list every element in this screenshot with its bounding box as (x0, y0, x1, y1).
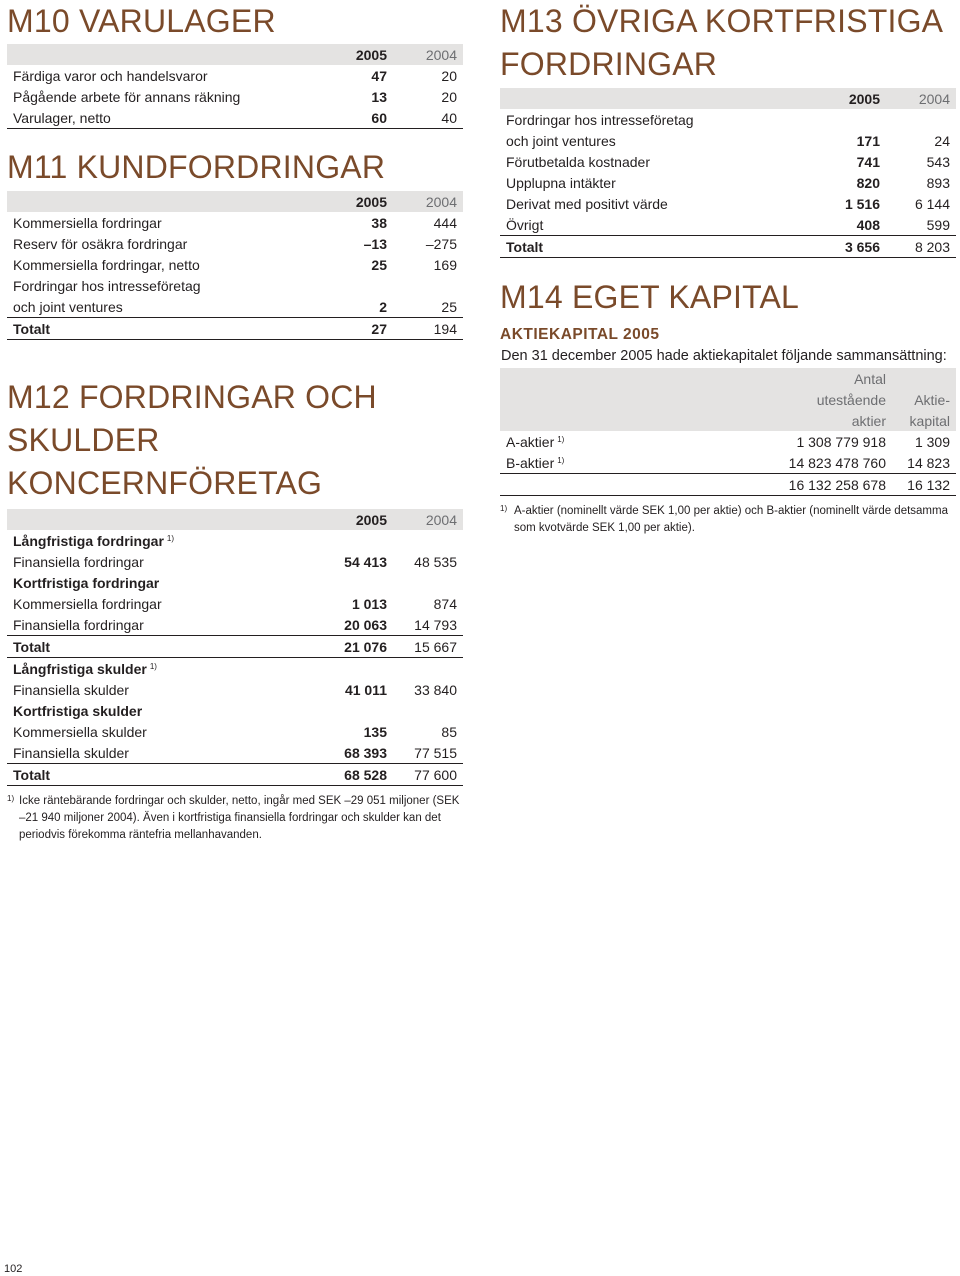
table-row (500, 452, 956, 474)
year-2004: 2004 (393, 509, 463, 530)
year-2005: 2005 (323, 509, 393, 530)
footnote-text: A-aktier (nominellt värde SEK 1,00 per aktie) och B-aktier (nominellt värde detsamma som kvotvärde SEK 1,00 per aktie). (514, 505, 948, 534)
total-row (500, 236, 956, 258)
group-label: Långfristiga fordringar (13, 532, 164, 549)
value-2004: –275 (425, 235, 457, 252)
table-row (500, 109, 956, 130)
table-row (7, 275, 463, 296)
row-label: Fordringar hos intresseföretag (13, 277, 201, 294)
row-label: Kommersiella fordringar, netto (13, 256, 200, 273)
row-label: Övrigt (506, 216, 544, 233)
table-row (500, 214, 956, 236)
table-row (500, 193, 956, 214)
value-2004: 6 144 (914, 195, 950, 212)
row-label: Finansiella skulder (13, 681, 129, 698)
table-header-row (500, 368, 956, 389)
row-label: Finansiella fordringar (13, 553, 144, 570)
row-label: Finansiella skulder (13, 744, 129, 761)
value-2005: 68 393 (344, 744, 387, 761)
row-label: Upplupna intäkter (506, 174, 616, 191)
value-2005: 68 528 (323, 764, 393, 786)
value-2004: 25 (441, 298, 457, 315)
m13-heading-line2: FORDRINGAR (500, 46, 718, 82)
row-label: Finansiella fordringar (13, 616, 144, 633)
m10-heading: M10 VARULAGER (7, 3, 276, 39)
total-row (7, 318, 463, 340)
left-column (7, 0, 463, 844)
value-2004: 20 (441, 88, 457, 105)
table-row (7, 254, 463, 275)
m11-table (7, 191, 463, 340)
value-2005: 21 076 (323, 636, 393, 658)
value-2005: 408 (856, 216, 880, 233)
footnote-text: Icke räntebärande fordringar och skulder, netto, ingår med SEK –29 051 miljoner (SEK –21 940 miljoner 2004). Även i kortfristiga finansiella fordringar och skulder kan det periodvis förekomma räntefria mellanhavanden. (19, 795, 460, 841)
table-row (7, 614, 463, 636)
total-row (7, 764, 463, 786)
m12-footnote (7, 793, 463, 844)
value-2005: 38 (371, 214, 387, 231)
table-row (7, 593, 463, 614)
table-row (7, 65, 463, 86)
value-2004: 33 840 (414, 681, 457, 698)
footnote-mark: 1) (557, 434, 565, 444)
value-2005: 2 (379, 298, 387, 315)
row-label: Kommersiella fordringar (13, 214, 162, 231)
value-2004: 77 515 (414, 744, 457, 761)
m11-heading: M11 KUNDFORDRINGAR (7, 149, 386, 185)
m14-footnote (500, 503, 956, 537)
value-2005: 54 413 (344, 553, 387, 570)
value-2004: 14 793 (414, 616, 457, 633)
m14-heading: M14 EGET KAPITAL (500, 279, 800, 315)
table-row (7, 233, 463, 254)
table-row (7, 212, 463, 233)
value-2005: 41 011 (344, 681, 387, 698)
table-row (500, 151, 956, 172)
value-2005: 47 (371, 67, 387, 84)
total-row (500, 474, 956, 496)
row-label: Kommersiella skulder (13, 723, 147, 740)
year-2005: 2005 (816, 88, 886, 109)
year-2004: 2004 (393, 44, 463, 65)
value-2005: 1 516 (844, 195, 880, 212)
shares-value: 14 823 478 760 (788, 454, 886, 471)
row-label: B-aktier (506, 454, 555, 471)
value-2004: 599 (926, 216, 950, 233)
row-label: Pågående arbete för annans räkning (13, 88, 241, 105)
capital-value: 1 309 (914, 433, 950, 450)
footnote-mark: 1) (557, 455, 565, 465)
value-2005: 171 (856, 132, 880, 149)
value-2004: 20 (441, 67, 457, 84)
m13-heading-line1: M13 ÖVRIGA KORTFRISTIGA (500, 3, 944, 39)
header-antal: Antal (740, 368, 892, 389)
table-row (7, 551, 463, 572)
table-row (7, 107, 463, 129)
table-row (7, 296, 463, 318)
value-2004: 893 (926, 174, 950, 191)
table-header-row (500, 88, 956, 109)
table-header-row (7, 509, 463, 530)
value-2004: 40 (393, 107, 463, 129)
group-heading-row (7, 530, 463, 551)
value-2005: 60 (323, 107, 393, 129)
row-label: Varulager, netto (7, 107, 323, 129)
year-2004: 2004 (886, 88, 956, 109)
m10-table (7, 44, 463, 129)
table-row (500, 431, 956, 452)
value-2005: 20 063 (344, 616, 387, 633)
footnote-mark: 1) (149, 661, 157, 671)
shares-total: 16 132 258 678 (740, 474, 892, 496)
m14-intro-text: Den 31 december 2005 hade aktiekapitalet följande sammansättning: (501, 348, 947, 364)
row-label: Reserv för osäkra fordringar (13, 235, 188, 252)
group-heading-row (7, 658, 463, 680)
m12-heading-line1: M12 FORDRINGAR OCH (7, 379, 377, 415)
m14-share-table (500, 368, 956, 496)
capital-value: 14 823 (907, 454, 950, 471)
row-label: och joint ventures (13, 298, 123, 315)
row-label: Totalt (7, 636, 323, 658)
table-row (7, 679, 463, 700)
value-2005: 13 (371, 88, 387, 105)
value-2004: 77 600 (393, 764, 463, 786)
row-label: Fordringar hos intresseföretag (506, 111, 694, 128)
total-row (7, 636, 463, 658)
value-2005: 820 (856, 174, 880, 191)
row-label: Totalt (7, 764, 323, 786)
page-number: 102 (4, 1263, 23, 1275)
m14-subheading: AKTIEKAPITAL 2005 (500, 326, 660, 343)
group-label: Kortfristiga skulder (13, 702, 143, 719)
header-aktier: aktier (740, 410, 892, 431)
value-2005: 27 (323, 318, 393, 340)
value-2005: 135 (363, 723, 387, 740)
header-aktie: Aktie- (892, 389, 956, 410)
value-2004: 169 (433, 256, 457, 273)
footnote-mark: 1) (7, 794, 15, 803)
row-label: och joint ventures (506, 132, 616, 149)
year-2004: 2004 (393, 191, 463, 212)
m12-table (7, 509, 463, 786)
table-row (7, 742, 463, 764)
group-heading-row (7, 700, 463, 721)
value-2004: 85 (441, 723, 457, 740)
value-2004: 8 203 (886, 236, 956, 258)
row-label: Totalt (500, 236, 816, 258)
group-label: Långfristiga skulder (13, 660, 147, 677)
table-row (7, 721, 463, 742)
row-label: Färdiga varor och handelsvaror (13, 67, 208, 84)
value-2005: 741 (856, 153, 880, 170)
value-2004: 48 535 (414, 553, 457, 570)
m12-heading-line2: SKULDER KONCERNFÖRETAG (7, 422, 323, 501)
value-2004: 24 (934, 132, 950, 149)
year-2005: 2005 (323, 44, 393, 65)
value-2004: 444 (433, 214, 457, 231)
footnote-mark: 1) (500, 504, 508, 513)
value-2005: –13 (363, 235, 387, 252)
table-header-row (500, 389, 956, 410)
value-2005: 25 (371, 256, 387, 273)
header-kapital: kapital (892, 410, 956, 431)
table-row (7, 86, 463, 107)
m13-table (500, 88, 956, 258)
table-row (500, 130, 956, 151)
group-label: Kortfristiga fordringar (13, 574, 160, 591)
table-header-row (7, 191, 463, 212)
shares-value: 1 308 779 918 (796, 433, 886, 450)
right-column (500, 0, 956, 537)
header-utestaende: utestående (740, 389, 892, 410)
row-label: Förutbetalda kostnader (506, 153, 650, 170)
value-2005: 3 656 (816, 236, 886, 258)
row-label: Kommersiella fordringar (13, 595, 162, 612)
value-2005: 1 013 (351, 595, 387, 612)
footnote-mark: 1) (166, 533, 175, 543)
year-2005: 2005 (323, 191, 393, 212)
value-2004: 15 667 (393, 636, 463, 658)
table-header-row (500, 410, 956, 431)
value-2004: 874 (433, 595, 457, 612)
table-row (500, 172, 956, 193)
table-header-row (7, 44, 463, 65)
row-label: Totalt (7, 318, 323, 340)
group-heading-row (7, 572, 463, 593)
value-2004: 194 (393, 318, 463, 340)
value-2004: 543 (926, 153, 950, 170)
row-label: Derivat med positivt värde (506, 195, 668, 212)
capital-total: 16 132 (892, 474, 956, 496)
row-label: A-aktier (506, 433, 555, 450)
